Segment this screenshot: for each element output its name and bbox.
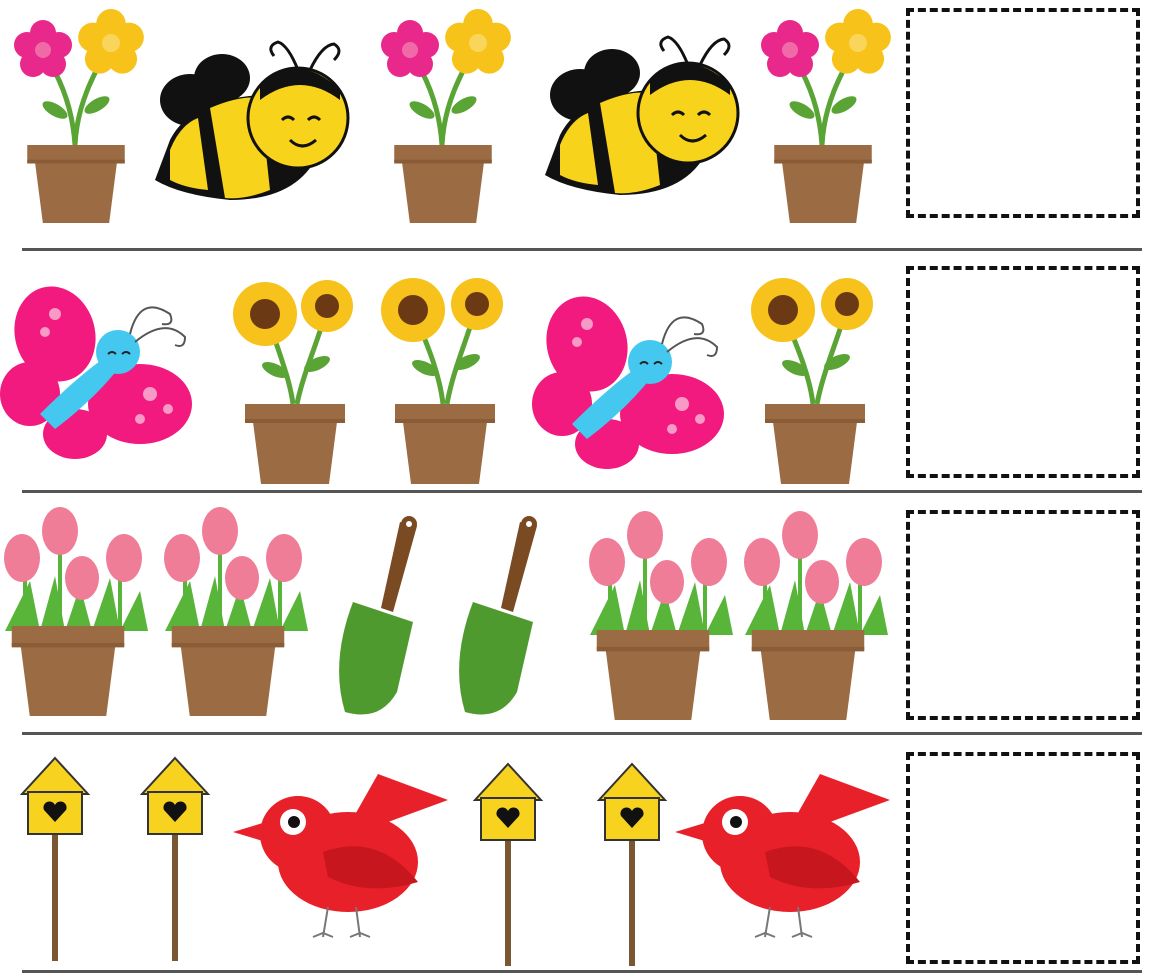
- sunflower-pot-icon: [745, 272, 885, 484]
- tulip-pot-icon: [585, 510, 735, 720]
- bee-icon: [150, 30, 350, 210]
- row-divider: [22, 490, 1142, 493]
- trowel-icon: [445, 512, 545, 722]
- pattern-row-2: [0, 252, 1149, 492]
- answer-box-row-2[interactable]: [906, 266, 1140, 478]
- answer-box-row-1[interactable]: [906, 8, 1140, 218]
- sunflower-pot-icon: [225, 274, 365, 484]
- pattern-row-4: [0, 736, 1149, 974]
- butterfly-icon: [0, 284, 195, 464]
- answer-box-row-4[interactable]: [906, 752, 1140, 964]
- bird-icon: [670, 772, 890, 942]
- bird-icon: [228, 772, 448, 942]
- bee-icon: [540, 25, 740, 205]
- flower-pot-icon: [752, 5, 892, 220]
- tulip-pot-icon: [0, 506, 150, 716]
- tulip-pot-icon: [740, 510, 890, 720]
- birdhouse-icon: [473, 762, 543, 968]
- row-divider: [22, 970, 1142, 973]
- tulip-pot-icon: [160, 506, 310, 716]
- row-divider: [22, 248, 1142, 251]
- pattern-row-3: [0, 494, 1149, 732]
- flower-pot-icon: [5, 5, 145, 220]
- flower-pot-icon: [372, 5, 512, 220]
- row-divider: [22, 732, 1142, 735]
- answer-box-row-3[interactable]: [906, 510, 1140, 720]
- sunflower-pot-icon: [375, 270, 515, 484]
- birdhouse-icon: [597, 762, 667, 968]
- trowel-icon: [325, 512, 425, 722]
- butterfly-icon: [532, 294, 727, 474]
- pattern-row-1: [0, 0, 1149, 250]
- birdhouse-icon: [20, 756, 90, 966]
- birdhouse-icon: [140, 756, 210, 966]
